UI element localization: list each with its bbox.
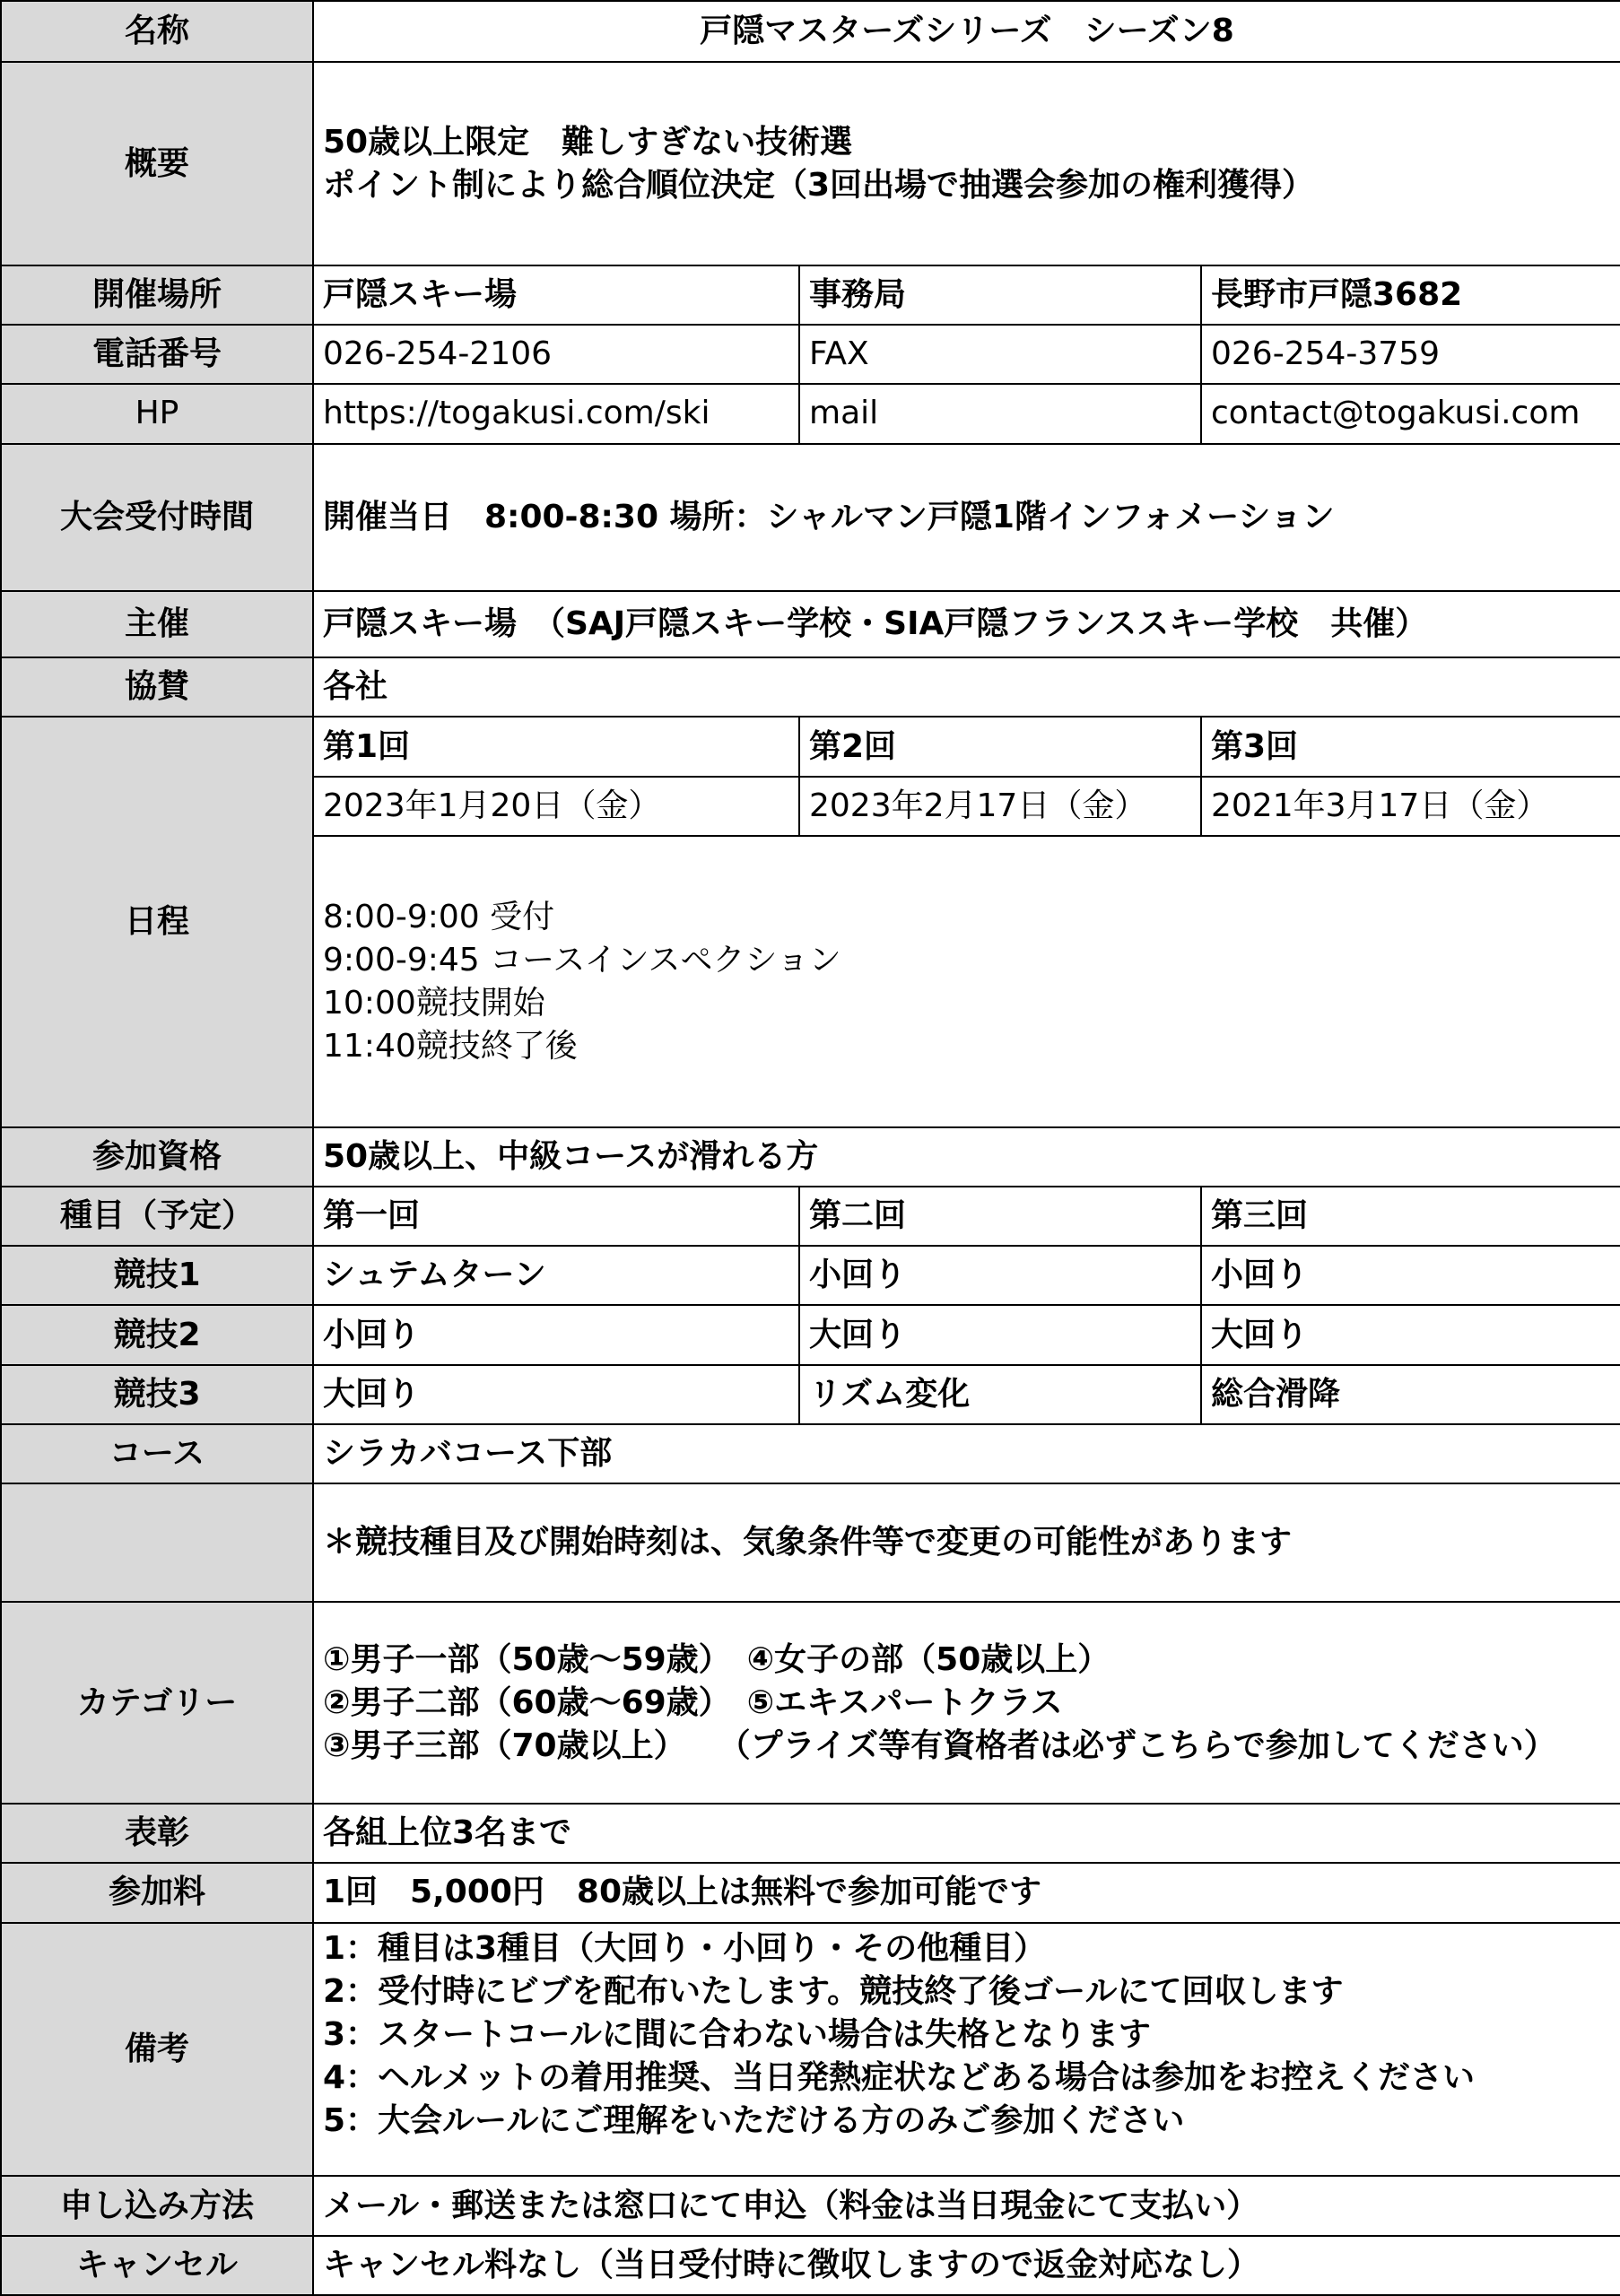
sponsor-value: 各社 (313, 657, 1620, 717)
remark-1: 1：種目は3種目（大回り・小回り・その他種目） (323, 1929, 1047, 1967)
round-3-date: 2021年3月17日（金） (1201, 777, 1620, 836)
schedule-time-2: 9:00-9:45 コースインスペクション (323, 941, 841, 978)
remarks-list (313, 1923, 1620, 2177)
mail-address[interactable]: contact@togakusi.com (1201, 384, 1620, 443)
row-eligibility (1, 1127, 1620, 1187)
events-label: 種目（予定） (1, 1187, 313, 1246)
venue-label: 開催場所 (1, 265, 313, 325)
overview-line-1: 50歳以上限定 難しすぎない技術選 (323, 123, 853, 161)
award-value: 各組上位3名まで (313, 1804, 1620, 1863)
event-title: 戸隠マスターズシリーズ シーズン8 (313, 1, 1620, 62)
row-course (1, 1424, 1620, 1483)
overview-label: 概要 (1, 62, 313, 265)
organizer-label: 主催 (1, 591, 313, 657)
remark-5: 5：大会ルールにご理解をいただける方のみご参加ください (323, 2101, 1185, 2139)
row-schedule-rounds (1, 717, 1620, 776)
remark-3: 3：スタートコールに間に合わない場合は失格となります (323, 2015, 1151, 2053)
category-label: カテゴリー (1, 1602, 313, 1804)
row-award (1, 1804, 1620, 1863)
row-organizer (1, 591, 1620, 657)
hp-label: HP (1, 384, 313, 443)
name-label: 名称 (1, 1, 313, 62)
row-venue (1, 265, 1620, 325)
course-value: シラカバコース下部 (313, 1424, 1620, 1483)
mail-label: mail (799, 384, 1201, 443)
overview-line-2: ポイント制により総合順位決定（3回出場で抽選会参加の権利獲得） (323, 166, 1315, 204)
row-sponsor (1, 657, 1620, 717)
event-1-round-2: 小回り (799, 1246, 1201, 1305)
cancel-value: キャンセル料なし（当日受付時に徴収しますので返金対応なし） (313, 2236, 1620, 2295)
fax-value: 026-254-3759 (1201, 325, 1620, 384)
row-name (1, 1, 1620, 62)
round-3-title: 第3回 (1201, 717, 1620, 776)
apply-label: 申し込み方法 (1, 2176, 313, 2235)
fee-label: 参加料 (1, 1863, 313, 1922)
course-label: コース (1, 1424, 313, 1483)
event-2-round-3: 大回り (1201, 1305, 1620, 1364)
apply-value: メール・郵送または窓口にて申込（料金は当日現金にて支払い） (313, 2176, 1620, 2235)
row-apply (1, 2176, 1620, 2235)
row-events-header (1, 1187, 1620, 1246)
phone-value: 026-254-2106 (313, 325, 799, 384)
row-notice (1, 1483, 1620, 1602)
row-event-2 (1, 1305, 1620, 1364)
fee-value: 1回 5,000円 80歳以上は無料で参加可能です (313, 1863, 1620, 1922)
schedule-time-3: 10:00競技開始 (323, 984, 545, 1022)
remark-4: 4：ヘルメットの着用推奨、当日発熱症状などある場合は参加をお控えください (323, 2058, 1475, 2096)
hp-url[interactable]: https://togakusi.com/ski (313, 384, 799, 443)
office-label: 事務局 (799, 265, 1201, 325)
venue-value: 戸隠スキー場 (313, 265, 799, 325)
round-1-title: 第1回 (313, 717, 799, 776)
event-1-round-3: 小回り (1201, 1246, 1620, 1305)
round-2-date: 2023年2月17日（金） (799, 777, 1201, 836)
reception-label: 大会受付時間 (1, 444, 313, 592)
events-header-3: 第三回 (1201, 1187, 1620, 1246)
row-phone (1, 325, 1620, 384)
event-3-round-2: リズム変化 (799, 1365, 1201, 1424)
phone-label: 電話番号 (1, 325, 313, 384)
office-address: 長野市戸隠3682 (1201, 265, 1620, 325)
overview-text (313, 62, 1620, 265)
notice-label-cell (1, 1483, 313, 1602)
event-2-round-1: 小回り (313, 1305, 799, 1364)
cancel-label: キャンセル (1, 2236, 313, 2295)
notice-text: ＊競技種目及び開始時刻は、気象条件等で変更の可能性があります (313, 1483, 1620, 1602)
category-line-2: ②男子二部（60歳～69歳） ⑤エキスパートクラス (323, 1683, 1063, 1721)
category-line-1: ①男子一部（50歳～59歳） ④女子の部（50歳以上） (323, 1640, 1110, 1678)
row-overview (1, 62, 1620, 265)
row-remarks (1, 1923, 1620, 2177)
row-reception (1, 444, 1620, 592)
row-hp (1, 384, 1620, 443)
events-header-2: 第二回 (799, 1187, 1201, 1246)
event-3-round-3: 総合滑降 (1201, 1365, 1620, 1424)
schedule-label: 日程 (1, 717, 313, 1126)
schedule-time-1: 8:00-9:00 受付 (323, 898, 555, 935)
schedule-time-4: 11:40競技終了後 (323, 1027, 578, 1065)
reception-value: 開催当日 8:00-8:30 場所：シャルマン戸隠1階インフォメーション (313, 444, 1620, 592)
event-1-round-1: シュテムターン (313, 1246, 799, 1305)
round-1-date: 2023年1月20日（金） (313, 777, 799, 836)
category-list (313, 1602, 1620, 1804)
row-event-1 (1, 1246, 1620, 1305)
row-fee (1, 1863, 1620, 1922)
event-3-round-1: 大回り (313, 1365, 799, 1424)
eligibility-label: 参加資格 (1, 1127, 313, 1187)
sponsor-label: 協賛 (1, 657, 313, 717)
eligibility-value: 50歳以上、中級コースが滑れる方 (313, 1127, 1620, 1187)
remark-2: 2：受付時にビブを配布いたします。競技終了後ゴールにて回収します (323, 1972, 1344, 2010)
schedule-times (313, 836, 1620, 1127)
round-2-title: 第2回 (799, 717, 1201, 776)
remarks-label: 備考 (1, 1923, 313, 2177)
row-cancel (1, 2236, 1620, 2295)
row-category (1, 1602, 1620, 1804)
row-event-3 (1, 1365, 1620, 1424)
event-3-label: 競技3 (1, 1365, 313, 1424)
event-2-label: 競技2 (1, 1305, 313, 1364)
event-2-round-2: 大回り (799, 1305, 1201, 1364)
organizer-value: 戸隠スキー場 （SAJ戸隠スキー学校・SIA戸隠フランススキー学校 共催） (313, 591, 1620, 657)
category-line-3: ③男子三部（70歳以上） （プライズ等有資格者は必ずこちらで参加してください） (323, 1726, 1556, 1764)
event-1-label: 競技1 (1, 1246, 313, 1305)
events-header-1: 第一回 (313, 1187, 799, 1246)
fax-label: FAX (799, 325, 1201, 384)
award-label: 表彰 (1, 1804, 313, 1863)
